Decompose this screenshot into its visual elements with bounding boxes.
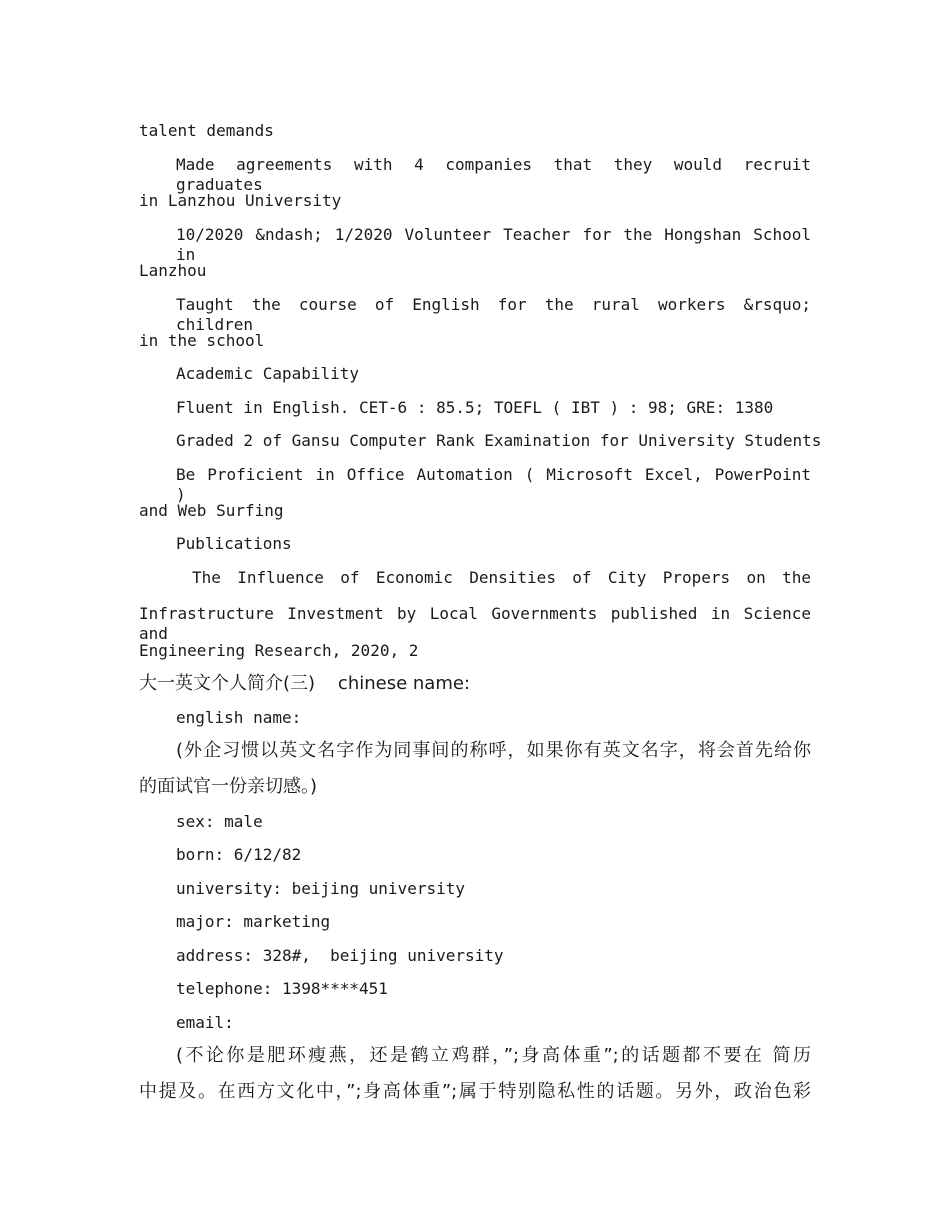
text-line: major: marketing <box>176 912 331 931</box>
text-line: Be Proficient in Office Automation ( Microsoft Excel, PowerPoint ) <box>176 465 811 504</box>
text-line: 的面试官一份亲切感。) <box>139 776 318 797</box>
text-line: university: beijing university <box>176 879 465 898</box>
text-line: 10/2020 &ndash; 1/2020 Volunteer Teacher for the Hongshan School in <box>176 225 811 264</box>
text-line: and Web Surfing <box>139 501 284 520</box>
section-heading: 大一英文个人简介(三) chinese name: <box>139 673 471 694</box>
text-line: Graded 2 of Gansu Computer Rank Examination for University Students <box>176 431 822 450</box>
text-line: email: <box>176 1013 234 1032</box>
text-line: in Lanzhou University <box>139 191 342 210</box>
text-line: born: 6/12/82 <box>176 845 302 864</box>
text-line: in the school <box>139 331 265 350</box>
section-heading: Publications <box>176 534 292 553</box>
text-line: Fluent in English. CET-6 : 85.5; TOEFL ( IBT ) : 98; GRE: 1380 <box>176 398 774 417</box>
text-line: address: 328#, beijing university <box>176 946 504 965</box>
text-line: (不论你是肥环瘦燕，还是鹤立鸡群，”;身高体重”;的话题都不要在 简历 <box>176 1045 811 1066</box>
text-line: Made agreements with 4 companies that they would recruit graduates <box>176 155 811 194</box>
section-heading: Academic Capability <box>176 364 360 383</box>
text-line: Taught the course of English for the rural workers &rsquo; children <box>176 295 811 334</box>
text-line: Engineering Research, 2020, 2 <box>139 641 419 660</box>
text-line: 中提及。在西方文化中，”;身高体重”;属于特别隐私性的话题。另外，政治色彩 <box>139 1081 811 1102</box>
text-line: talent demands <box>139 121 274 140</box>
text-line: english name: <box>176 708 302 727</box>
text-line: telephone: 1398****451 <box>176 979 388 998</box>
text-line: The Influence of Economic Densities of City Propers on the <box>192 568 811 587</box>
text-line: Lanzhou <box>139 261 207 280</box>
text-line: sex: male <box>176 812 263 831</box>
text-line: (外企习惯以英文名字作为同事间的称呼，如果你有英文名字，将会首先给你 <box>176 740 811 761</box>
text-line: Infrastructure Investment by Local Governments published in Science and <box>139 604 811 643</box>
